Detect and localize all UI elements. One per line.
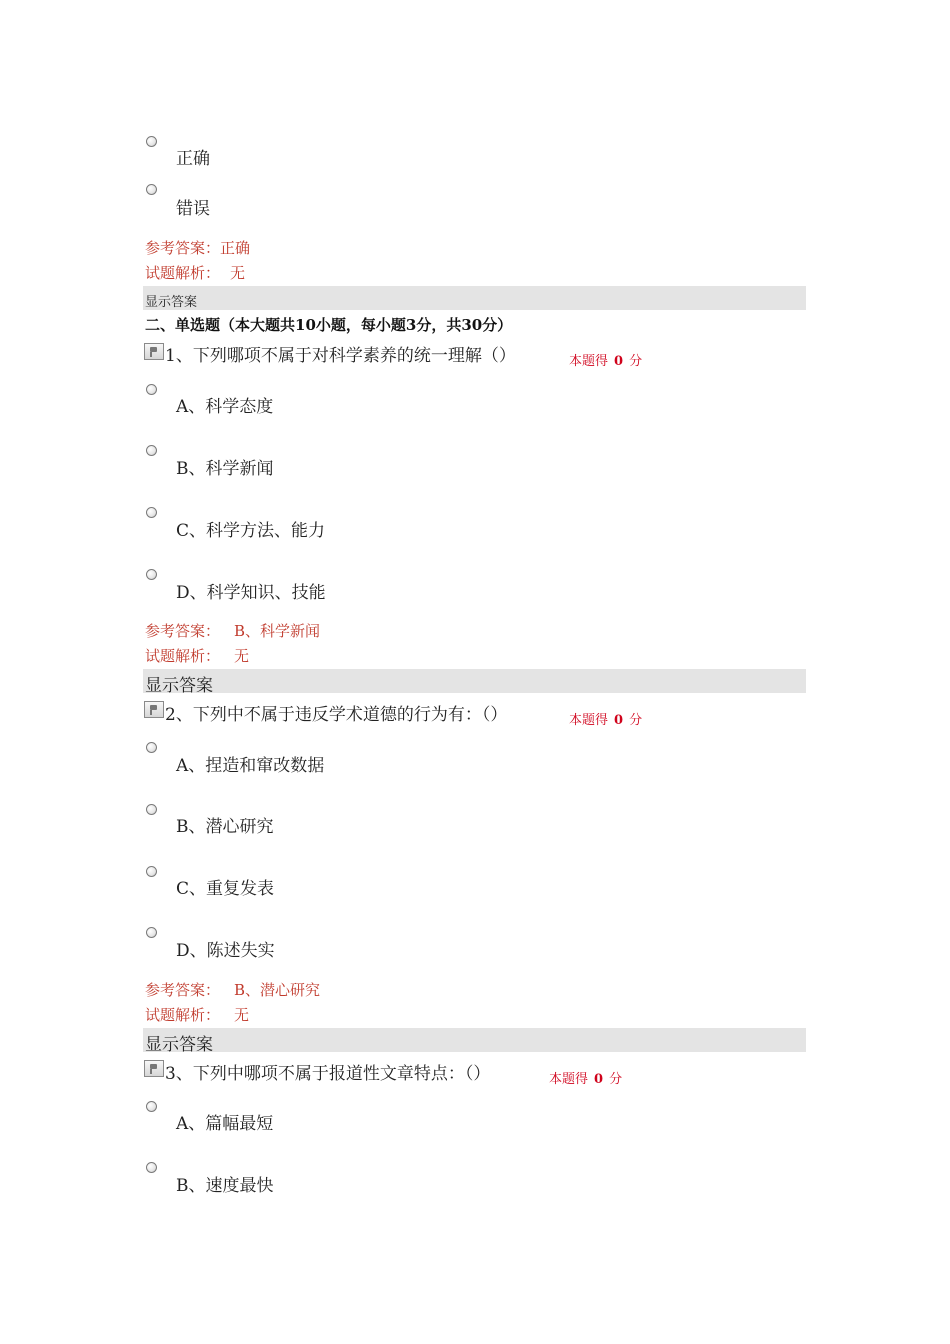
radio-option-correct[interactable] <box>146 136 157 147</box>
radio-option-b[interactable] <box>146 804 157 815</box>
question-text: 1、下列哪项不属于对科学素养的统一理解（） <box>165 346 516 366</box>
radio-option-c[interactable] <box>146 866 157 877</box>
question-score: 本题得 0 分 <box>569 354 643 369</box>
option-label: A、科学态度 <box>176 397 274 417</box>
question-analysis: 试题解析： 无 <box>145 1006 250 1024</box>
radio-option-b[interactable] <box>146 1162 157 1173</box>
reference-answer: 参考答案： B、科学新闻 <box>145 622 321 640</box>
question-score: 本题得 0 分 <box>569 713 643 728</box>
show-answer-bar[interactable] <box>143 669 806 696</box>
option-label: D、科学知识、技能 <box>176 583 326 603</box>
radio-option-a[interactable] <box>146 742 157 753</box>
reference-answer: 参考答案： B、潜心研究 <box>145 981 321 999</box>
option-label: B、科学新闻 <box>176 459 274 479</box>
option-label: D、陈述失实 <box>176 941 275 961</box>
show-answer-bar[interactable] <box>143 286 806 310</box>
radio-option-wrong[interactable] <box>146 184 157 195</box>
show-answer-bar[interactable] <box>143 1028 806 1055</box>
radio-option-d[interactable] <box>146 927 157 938</box>
radio-option-b[interactable] <box>146 445 157 456</box>
show-answer-button[interactable]: 显示答案 <box>145 1035 213 1055</box>
option-label: 正确 <box>176 149 210 169</box>
reference-answer: 参考答案：正确 <box>145 239 251 257</box>
question-analysis: 试题解析： 无 <box>145 647 250 665</box>
option-label: B、速度最快 <box>176 1176 274 1196</box>
option-label: C、科学方法、能力 <box>176 521 326 541</box>
option-label: A、篇幅最短 <box>176 1114 274 1134</box>
question-score: 本题得 0 分 <box>549 1072 623 1087</box>
question-text: 3、下列中哪项不属于报道性文章特点：（） <box>165 1064 491 1084</box>
flag-icon[interactable] <box>144 701 164 718</box>
option-label: A、捏造和窜改数据 <box>176 756 325 776</box>
option-label: C、重复发表 <box>176 879 275 899</box>
flag-icon[interactable] <box>144 1060 164 1077</box>
flag-icon[interactable] <box>144 343 164 360</box>
radio-option-c[interactable] <box>146 507 157 518</box>
show-answer-button[interactable]: 显示答案 <box>145 676 213 696</box>
radio-option-d[interactable] <box>146 569 157 580</box>
section-title: 二、单选题（本大题共10小题，每小题3分，共30分） <box>145 316 513 334</box>
question-analysis: 试题解析： 无 <box>145 264 246 282</box>
radio-option-a[interactable] <box>146 1101 157 1112</box>
option-label: B、潜心研究 <box>176 817 274 837</box>
option-label: 错误 <box>176 199 210 219</box>
radio-option-a[interactable] <box>146 384 157 395</box>
question-text: 2、下列中不属于违反学术道德的行为有：（） <box>165 705 508 725</box>
show-answer-button[interactable]: 显示答案 <box>145 295 198 310</box>
